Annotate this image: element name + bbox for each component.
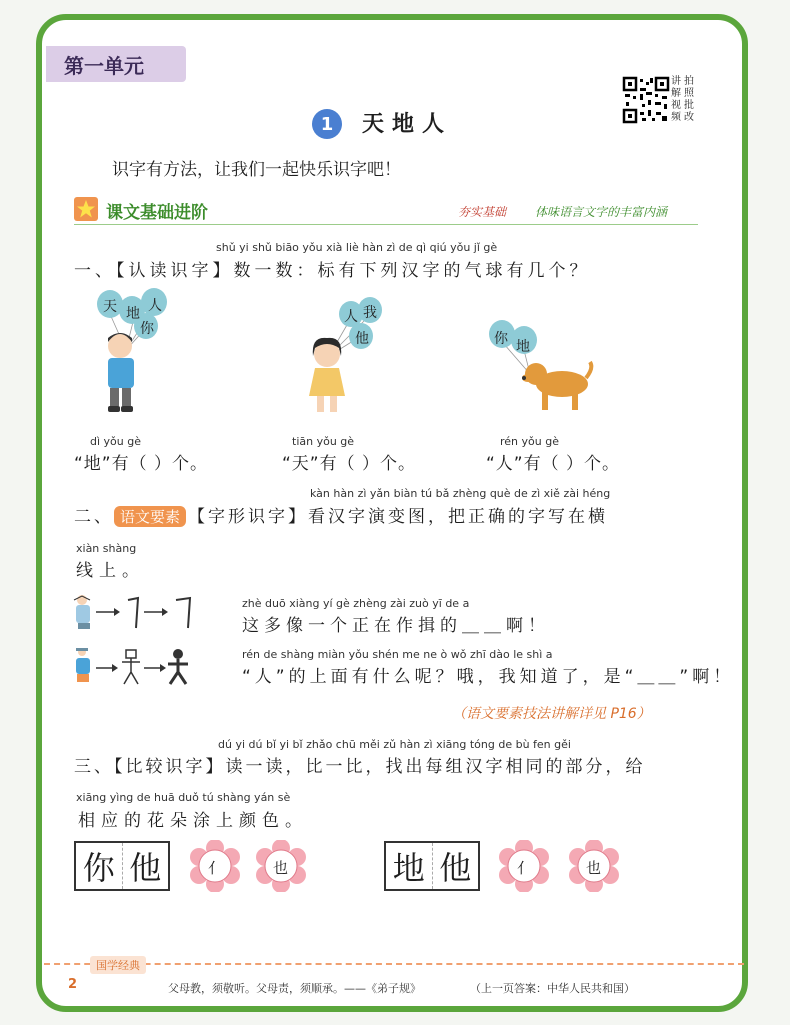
q1-answer-3-pinyin: rén yǒu gè	[500, 435, 559, 448]
character-group-1	[74, 841, 170, 891]
q1-answer-3[interactable]: “人”有（ ）个。	[486, 454, 621, 474]
footer-quote: 父母教，须敬听。父母责，须顺承。——《弟子规》	[168, 982, 421, 995]
section-divider	[74, 224, 698, 225]
character-evolution-tian-diagram	[72, 646, 202, 688]
q1-answer-2[interactable]: “天”有（ ）个。	[282, 454, 417, 474]
q2-pinyin-2: xiàn shàng	[76, 542, 137, 555]
q2-line-a-text[interactable]: 这多像一个正在作揖的＿＿啊！	[242, 616, 550, 636]
intro-text: 识字有方法，让我们一起快乐识字吧！	[112, 160, 401, 180]
q2-number: 二、	[74, 507, 114, 527]
character-cell: 地	[392, 849, 425, 887]
boy-balloon-3: 人	[148, 298, 162, 314]
technique-reference: （语文要素技法讲解详见 P16）	[452, 706, 651, 722]
qr-code[interactable]	[622, 76, 670, 124]
qr-caption: 讲 解 视 频 拍 照 批 改	[671, 76, 694, 123]
q1-answer-2-pinyin: tiān yǒu gè	[292, 435, 355, 448]
girl-balloon-2: 我	[363, 305, 377, 321]
section-title: 课文基础进阶	[106, 203, 208, 223]
girl-balloon-3: 他	[355, 331, 369, 347]
character-cell: 他	[122, 843, 169, 889]
lesson-title: 天地人	[362, 112, 453, 137]
lesson-number: 1	[312, 109, 342, 139]
character-cell: 他	[432, 843, 479, 889]
boy-balloon-1: 天	[103, 299, 117, 315]
q1-text: 一、【认读识字】数一数：标有下列汉字的气球有几个？	[74, 261, 591, 281]
section-note-b: 体味语言文字的丰富内涵	[535, 205, 668, 219]
footer-divider	[44, 963, 744, 965]
flower-radical-4-label: 也	[586, 859, 602, 877]
q3-pinyin-2: xiāng yìng de huā duǒ tú shàng yán sè	[76, 791, 291, 804]
q2-line-b-text[interactable]: “人”的上面有什么呢？哦，我知道了，是“＿＿”啊！	[242, 667, 735, 687]
footer-answer: （上一页答案：中华人民共和国）	[470, 982, 635, 995]
footer-tag: 国学经典	[90, 956, 146, 974]
dog-balloon-2: 地	[516, 339, 530, 355]
flower-radical-2-label: 也	[273, 859, 289, 877]
q2-line-a-pinyin: zhè duō xiàng yí gè zhèng zài zuò yī de a	[242, 597, 470, 610]
boy-balloon-4: 你	[140, 321, 154, 337]
q3-text-2: 相应的花朵涂上颜色。	[78, 811, 308, 831]
page-number: 2	[68, 977, 78, 992]
dog-balloon-1: 你	[494, 331, 508, 347]
character-cell: 你	[82, 849, 115, 887]
q3-pinyin-1: dú yi dú bǐ yi bǐ zhǎo chū měi zǔ hàn zì xiāng tóng de bù fen gěi	[218, 738, 571, 751]
character-evolution-ren-diagram	[72, 592, 202, 632]
q1-answer-1-pinyin: dì yǒu gè	[90, 435, 141, 448]
boy-balloon-2: 地	[126, 306, 140, 322]
q2-text-2: 线上。	[76, 561, 145, 581]
q2-line-b-pinyin: rén de shàng miàn yǒu shén me ne ò wǒ zhī dào le shì a	[242, 648, 553, 661]
unit-label: 第一单元	[46, 46, 186, 82]
character-group-2	[384, 841, 480, 891]
flower-radical-3-label: 亻	[517, 859, 533, 877]
star-icon	[74, 197, 98, 221]
section-note-a: 夯实基础	[458, 205, 507, 219]
girl-balloon-1: 人	[344, 309, 358, 325]
q1-answer-1[interactable]: “地”有（ ）个。	[74, 454, 209, 474]
q2-text-1: 【字形识字】看汉字演变图，把正确的字写在横	[188, 507, 609, 527]
language-element-badge: 语文要素	[114, 506, 186, 527]
q2-line-1	[74, 502, 608, 527]
q1-pinyin: shǔ yi shǔ biāo yǒu xià liè hàn zì de qì qiú yǒu jǐ gè	[216, 241, 498, 254]
q2-pinyin-1: kàn hàn zì yǎn biàn tú bǎ zhèng què de zì xiě zài héng	[310, 487, 611, 500]
q3-text-1: 三、【比较识字】读一读，比一比，找出每组汉字相同的部分，给	[74, 757, 646, 777]
flower-radical-1-label: 亻	[208, 859, 224, 877]
